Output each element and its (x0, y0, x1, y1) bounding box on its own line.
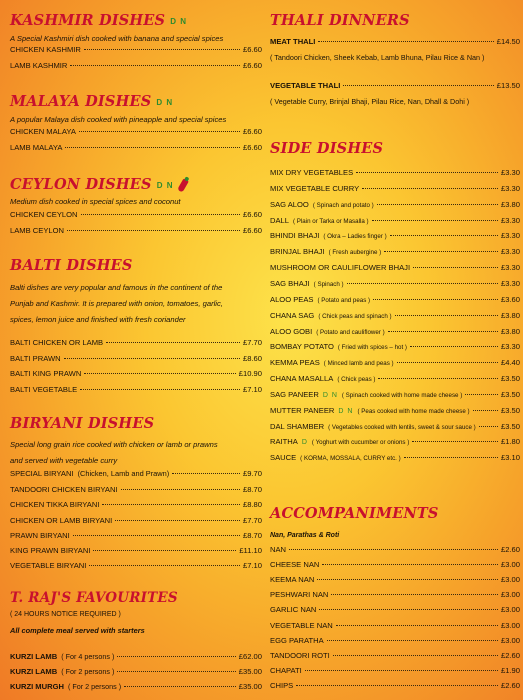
item-price: £7.70 (242, 516, 262, 525)
item-name: MIX VEGETABLE CURRY (270, 183, 360, 193)
item-name: TANDOORI ROTI (270, 650, 330, 660)
item-price: £3.30 (500, 231, 520, 241)
menu-item (10, 210, 262, 223)
menu-item (270, 453, 520, 466)
leader-dots (305, 670, 498, 671)
item-name: SAG ALOO (270, 199, 309, 209)
item-note: ( For 4 persons ) (61, 652, 115, 661)
item-note: ( Spinach and potato ) (312, 201, 374, 209)
item-note: ( Yoghurt with cucumber or onions ) (311, 439, 410, 447)
item-note: ( Vegetables cooked with lentils, sweet & sour sauce ) (328, 423, 476, 431)
item-price: £3.10 (500, 453, 520, 463)
menu-item (10, 127, 262, 140)
item-price: £7.10 (242, 385, 262, 394)
leader-dots (377, 204, 498, 205)
balti-title: BALTI DISHES (10, 257, 133, 274)
menu-item (270, 327, 520, 340)
menu-item (270, 422, 520, 435)
item-name: CHICKEN KASHMIR (10, 45, 81, 54)
item-note: ( Chick peas and spinach ) (318, 312, 392, 320)
accompaniments-heading (270, 505, 439, 522)
favourites-notice: ( 24 HOURS NOTICE REQUIRED ) (10, 611, 121, 618)
item-price: £3.30 (500, 342, 520, 352)
item-price: £7.70 (242, 338, 262, 347)
leader-dots (117, 671, 235, 672)
menu-item (10, 469, 262, 482)
accompaniments-sub: Nan, Parathas & Roti (270, 532, 340, 539)
item-note: ( Plain or Tarka or Masalla ) (293, 217, 369, 225)
item-price: £8.60 (242, 354, 262, 363)
ceylon-tag: D N (156, 180, 174, 190)
leader-dots (318, 41, 493, 42)
item-name: CHICKEN OR LAMB BIRYANI (10, 516, 113, 525)
leader-dots (115, 520, 240, 521)
menu-item (270, 311, 520, 324)
item-price: £6.60 (242, 210, 262, 219)
item-price: £8.70 (242, 531, 262, 540)
leader-dots (121, 489, 240, 490)
ceylon-title: CEYLON DISHES (10, 176, 152, 193)
item-price: £3.30 (500, 183, 520, 193)
leader-dots (93, 550, 236, 551)
item-price: £9.70 (242, 469, 262, 478)
item-note: ( Fried with spices – hot ) (337, 344, 407, 352)
item-price: £8.80 (242, 500, 262, 509)
item-name: VEGETABLE BIRYANI (10, 561, 87, 570)
item-note: ( Spinach cooked with home made cheese ) (341, 391, 463, 399)
malaya-heading (10, 93, 173, 110)
item-note: ( KORMA, MOSSALA, CURRY etc. ) (300, 455, 401, 463)
item-name: KEMMA PEAS (270, 358, 320, 368)
menu-item (270, 81, 520, 94)
menu-item (270, 200, 520, 213)
item-price: £3.50 (500, 389, 520, 399)
menu-item (10, 667, 262, 680)
item-price: £3.80 (500, 326, 520, 336)
item-name: MUSHROOM OR CAULIFLOWER BHAJI (270, 263, 411, 273)
menu-item (10, 682, 262, 695)
leader-dots (102, 504, 240, 505)
item-price: £3.80 (500, 199, 520, 209)
item-name: MEAT THALI (270, 37, 316, 46)
malaya-tag: D N (156, 97, 174, 107)
menu-item (10, 61, 262, 74)
item-name: PESHWARI NAN (270, 590, 329, 600)
item-price: £3.30 (500, 278, 520, 288)
menu-item (270, 681, 520, 694)
malaya-title: MALAYA DISHES (10, 93, 152, 110)
item-name: KURZI LAMB (10, 667, 58, 676)
menu-item (270, 545, 520, 558)
item-name: LAMB CEYLON (10, 226, 65, 235)
item-name: BALTI VEGETABLE (10, 385, 78, 394)
item-name: LAMB MALAYA (10, 143, 63, 152)
item-price: £2.60 (500, 650, 520, 660)
balti-desc-2: Punjab and Kashmir. It is prepared with onion, tomatoes, garlic, (10, 299, 223, 308)
ceylon-heading (10, 176, 186, 193)
item-price: £3.00 (500, 605, 520, 615)
menu-item (270, 263, 520, 276)
item-name: VEGETABLE THALI (270, 81, 341, 90)
item-name: BALTI CHICKEN OR LAMB (10, 338, 104, 347)
item-name: BHINDI BHAJI (270, 231, 320, 241)
menu-item (270, 575, 520, 588)
leader-dots (473, 410, 498, 411)
leader-dots (117, 656, 235, 657)
item-name: NAN (270, 545, 287, 554)
menu-item (270, 636, 520, 649)
leader-dots (64, 358, 240, 359)
menu-item (270, 666, 520, 679)
leader-dots (479, 426, 498, 427)
menu-item (10, 226, 262, 239)
menu-item (10, 354, 262, 367)
item-diet-tag: D N (322, 391, 338, 399)
leader-dots (317, 579, 498, 580)
menu-item (270, 231, 520, 244)
item-name: DAL SHAMBER (270, 421, 325, 431)
item-price: £3.30 (500, 263, 520, 273)
item-name: PRAWN BIRYANI (10, 531, 70, 540)
leader-dots (84, 373, 235, 374)
item-price: £2.60 (500, 545, 520, 554)
item-name: KEEMA NAN (270, 575, 315, 585)
item-name: LAMB KASHMIR (10, 61, 68, 70)
menu-item (270, 437, 520, 450)
menu-item (10, 369, 262, 382)
item-price: £7.10 (242, 561, 262, 570)
leader-dots (67, 230, 240, 231)
item-name: KURZI MURGH (10, 682, 64, 691)
leader-dots (106, 342, 240, 343)
menu-item (10, 500, 262, 513)
leader-dots (413, 267, 498, 268)
leader-dots (319, 609, 498, 610)
item-price: £6.60 (242, 127, 262, 136)
item-diet-tag: D N (338, 407, 354, 415)
accompaniments-title: ACCOMPANIMENTS (270, 505, 439, 522)
leader-dots (362, 188, 498, 189)
menu-item (270, 406, 520, 419)
balti-desc-1: Balti dishes are very popular and famous in the continent of the (10, 283, 223, 292)
leader-dots (347, 283, 498, 284)
item-name: CHANA SAG (270, 310, 315, 320)
item-price: £3.30 (500, 247, 520, 257)
balti-heading (10, 257, 133, 274)
item-price: £2.60 (500, 680, 520, 690)
ceylon-desc: Medium dish cooked in special spices and coconut (10, 197, 181, 206)
item-note: ( Minced lamb and peas ) (323, 360, 394, 368)
menu-item (270, 184, 520, 197)
leader-dots (373, 299, 498, 300)
item-note: ( Spinach ) (313, 280, 344, 288)
item-note: ( Chick peas ) (337, 376, 376, 384)
item-name: MIX DRY VEGETABLES (270, 168, 354, 177)
menu-item (270, 216, 520, 229)
menu-item (10, 385, 262, 398)
item-name: CHEESE NAN (270, 560, 320, 570)
biryani-desc-1: Special long grain rice cooked with chicken or lamb or prawns (10, 440, 218, 449)
item-name: CHANA MASALLA (270, 374, 334, 384)
item-price: £3.00 (500, 575, 520, 585)
menu-item (10, 45, 262, 58)
item-price: £13.50 (496, 81, 520, 90)
leader-dots (331, 594, 498, 595)
item-price: £3.50 (500, 405, 520, 415)
leader-dots (84, 49, 240, 50)
menu-item (270, 37, 520, 50)
item-price: £10.90 (238, 369, 262, 378)
item-price: £6.60 (242, 61, 262, 70)
leader-dots (356, 172, 498, 173)
item-price: £3.30 (500, 215, 520, 225)
thali-title: THALI DINNERS (270, 12, 410, 29)
leader-dots (390, 235, 498, 236)
item-name: CHAPATI (270, 665, 302, 675)
leader-dots (70, 65, 240, 66)
item-note: ( For 2 persons ) (68, 682, 122, 691)
item-note: ( Potato and peas ) (317, 296, 371, 304)
leader-dots (465, 394, 498, 395)
item-price: £3.30 (500, 168, 520, 177)
item-name: MUTTER PANEER (270, 405, 335, 415)
chili-icon (177, 178, 189, 192)
side-dishes-heading (270, 140, 383, 157)
leader-dots (388, 331, 498, 332)
leader-dots (81, 214, 240, 215)
leader-dots (65, 147, 240, 148)
item-name: CHICKEN MALAYA (10, 127, 76, 136)
menu-item (10, 143, 262, 156)
menu-item (270, 168, 520, 181)
item-name: ALOO GOBI (270, 326, 313, 336)
item-name: KING PRAWN BIRYANI (10, 546, 91, 555)
item-price: £3.80 (500, 310, 520, 320)
item-note: (Chicken, Lamb and Prawn) (77, 469, 170, 478)
item-note: ( Okra – Ladies finger ) (323, 233, 387, 241)
balti-desc-3: spices, lemon juice and finished with fresh coriander (10, 315, 186, 324)
item-diet-tag: D (301, 439, 308, 447)
leader-dots (333, 655, 498, 656)
item-name: DALL (270, 215, 289, 225)
favourites-served: All complete meal served with starters (10, 626, 145, 635)
item-name: BOMBAY POTATO (270, 342, 334, 352)
item-name: SPECIAL BIRYANI (10, 469, 74, 478)
item-name: RAITHA (270, 437, 298, 447)
item-price: £35.00 (238, 682, 262, 691)
item-price: £1.90 (500, 665, 520, 675)
item-name: SAUCE (270, 453, 297, 463)
kashmir-tag: D N (170, 16, 188, 26)
menu-item (270, 342, 520, 355)
item-name: BRINJAL BHAJI (270, 247, 325, 257)
leader-dots (404, 457, 498, 458)
leader-dots (327, 640, 498, 641)
item-note: ( Potato and cauliflower ) (316, 328, 385, 336)
veg-thali-desc: ( Vegetable Curry, Brinjal Bhaji, Pilau Rice, Nan, Dhall & Dohi ) (270, 97, 470, 106)
menu-item (270, 560, 520, 573)
leader-dots (395, 315, 498, 316)
item-price: £62.00 (238, 652, 262, 661)
leader-dots (124, 686, 236, 687)
item-name: EGG PARATHA (270, 635, 324, 645)
item-note: ( For 2 persons ) (61, 667, 115, 676)
menu-item (10, 531, 262, 544)
kashmir-heading (10, 12, 187, 29)
menu-item (270, 279, 520, 292)
leader-dots (80, 389, 240, 390)
item-price: £6.60 (242, 45, 262, 54)
item-name: GARLIC NAN (270, 605, 317, 615)
item-price: £1.80 (500, 437, 520, 447)
side-dishes-title: SIDE DISHES (270, 140, 384, 157)
item-price: £3.00 (500, 560, 520, 570)
favourites-title: T. RAJ'S FAVOURITES (10, 590, 178, 606)
menu-item (10, 516, 262, 529)
kashmir-desc: A Special Kashmiri dish cooked with banana and special spices (10, 34, 224, 43)
item-price: £3.50 (500, 374, 520, 384)
meat-thali-desc: ( Tandoori Chicken, Sheek Kebab, Lamb Bhuna, Pilau Rice & Nan ) (270, 53, 485, 62)
item-name: ALOO PEAS (270, 294, 314, 304)
biryani-heading (10, 415, 154, 432)
menu-item (270, 374, 520, 387)
item-price: £4.40 (500, 358, 520, 368)
menu-item (270, 605, 520, 618)
item-price: £3.00 (500, 620, 520, 630)
leader-dots (172, 473, 240, 474)
item-price: £3.00 (500, 590, 520, 600)
item-price: £6.60 (242, 226, 262, 235)
favourites-heading (10, 590, 178, 606)
kashmir-title: KASHMIR DISHES (10, 12, 166, 29)
item-name: CHICKEN TIKKA BIRYANI (10, 500, 100, 509)
leader-dots (296, 685, 498, 686)
item-name: SAG PANEER (270, 389, 319, 399)
leader-dots (397, 362, 498, 363)
thali-heading (270, 12, 410, 29)
leader-dots (412, 441, 498, 442)
leader-dots (289, 549, 498, 550)
item-name: SAG BHAJI (270, 278, 310, 288)
menu-item (10, 485, 262, 498)
menu-item (10, 338, 262, 351)
item-price: £35.00 (238, 667, 262, 676)
leader-dots (343, 85, 493, 86)
item-name: CHICKEN CEYLON (10, 210, 78, 219)
item-name: VEGETABLE NAN (270, 620, 333, 630)
biryani-title: BIRYANI DISHES (10, 415, 155, 432)
item-price: £8.70 (242, 485, 262, 494)
leader-dots (378, 378, 498, 379)
leader-dots (384, 251, 498, 252)
item-price: £3.00 (500, 635, 520, 645)
leader-dots (73, 535, 240, 536)
menu-item (270, 247, 520, 260)
leader-dots (410, 346, 498, 347)
malaya-desc: A popular Malaya dish cooked with pineapple and special spices (10, 115, 227, 124)
menu-item (10, 652, 262, 665)
menu-item (270, 590, 520, 603)
biryani-desc-2: and served with vegetable curry (10, 456, 118, 465)
leader-dots (89, 565, 240, 566)
item-price: £11.10 (239, 546, 262, 555)
item-price: £14.50 (496, 37, 520, 46)
menu-item (270, 651, 520, 664)
item-name: BALTI PRAWN (10, 354, 61, 363)
item-name: CHIPS (270, 680, 294, 690)
item-price: £6.60 (242, 143, 262, 152)
item-price: £3.50 (500, 421, 520, 431)
menu-item (10, 546, 262, 559)
item-name: TANDOORI CHICKEN BIRYANI (10, 485, 118, 494)
item-note: ( Fresh aubergine ) (328, 249, 382, 257)
item-price: £3.60 (500, 294, 520, 304)
menu-item (270, 358, 520, 371)
menu-item (270, 295, 520, 308)
leader-dots (372, 220, 498, 221)
item-name: BALTI KING PRAWN (10, 369, 82, 378)
leader-dots (79, 131, 240, 132)
menu-item (270, 390, 520, 403)
menu-item (10, 561, 262, 574)
menu-item (270, 621, 520, 634)
item-name: KURZI LAMB (10, 652, 58, 661)
item-note: ( Peas cooked with home made cheese ) (357, 407, 470, 415)
leader-dots (322, 564, 498, 565)
leader-dots (336, 625, 498, 626)
